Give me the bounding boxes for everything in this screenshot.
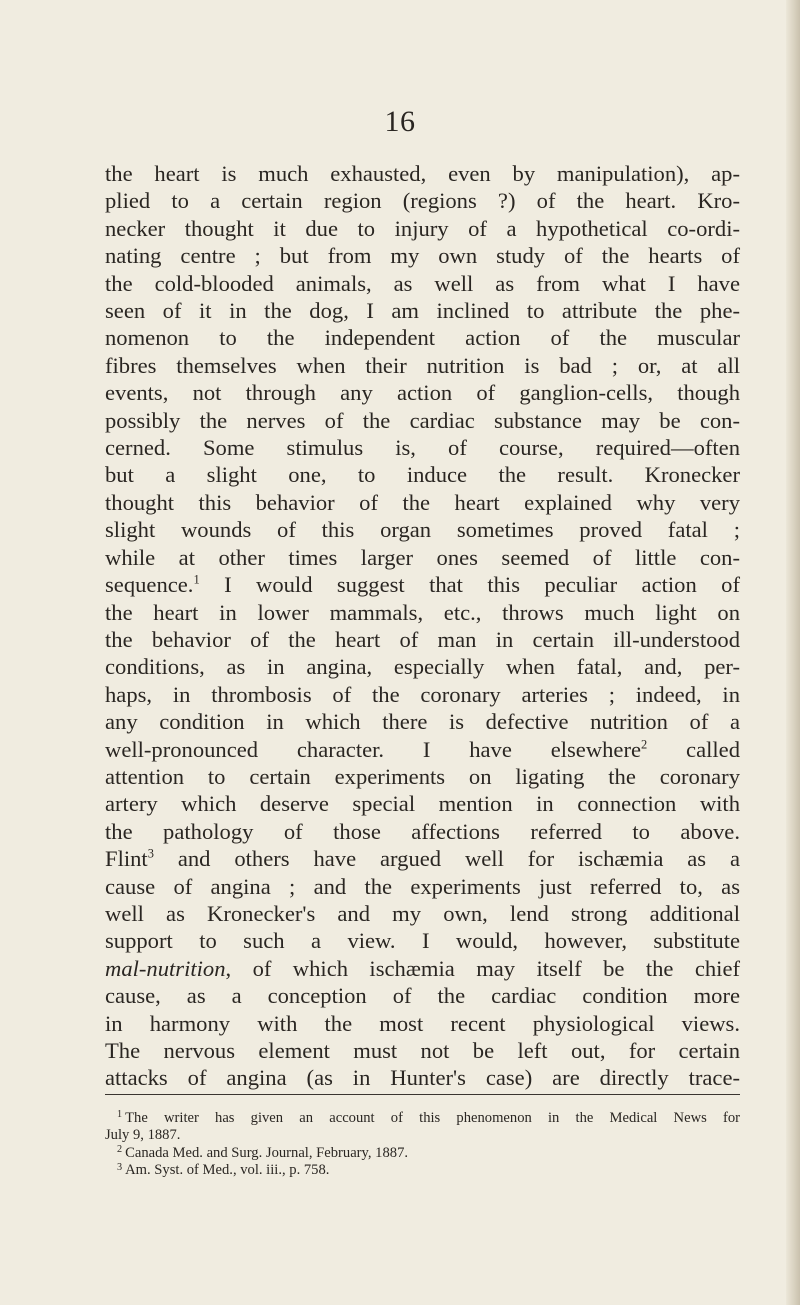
- text-line: possibly the nerves of the cardiac substance may be con-: [105, 407, 740, 433]
- text-line: the heart is much exhausted, even by manipulation), ap-: [105, 161, 740, 186]
- text-line: the cold-blooded animals, as well as from what I have: [105, 270, 740, 296]
- text-line: well as Kronecker's and my own, lend strong additional: [105, 900, 740, 926]
- text-line: artery which deserve special mention in connection with: [105, 791, 740, 817]
- footnote-ref: 2: [641, 736, 648, 751]
- text-line: any condition in which there is defective nutrition of a: [105, 709, 740, 735]
- text-segment: well-pronounced character. I have elsewhere: [105, 736, 642, 762]
- text-line: attention to certain experiments on ligating the coronary: [105, 763, 740, 789]
- text-line: [105, 955, 740, 982]
- text-segment: Flint: [105, 846, 148, 872]
- footnote-marker: 2: [117, 1144, 123, 1156]
- footnote-3: [105, 1162, 740, 1179]
- text-line: nomenon to the independent action of the muscular: [105, 325, 740, 351]
- text-line: haps, in thrombosis of the coronary arteries ; indeed, in: [105, 681, 740, 707]
- footnote-1-continued: July 9, 1887.: [105, 1127, 181, 1144]
- text-line: attacks of angina (as in Hunter's case) are directly trace-: [105, 1065, 740, 1091]
- text-segment: called: [647, 736, 740, 762]
- text-segment: and others have argued well for ischæmia as a: [153, 846, 740, 872]
- text-line: in harmony with the most recent physiological views.: [105, 1010, 740, 1036]
- text-line: the pathology of those affections referred to above.: [105, 818, 740, 844]
- footnote-divider: [105, 1094, 740, 1095]
- text-line: [105, 845, 740, 872]
- text-line: [105, 736, 740, 763]
- text-line: the heart in lower mammals, etc., throws much light on: [105, 599, 740, 625]
- text-line: conditions, as in angina, especially when fatal, and, per-: [105, 654, 740, 680]
- text-segment: , of which ischæmia may itself be the chief: [225, 955, 740, 981]
- text-line: The nervous element must not be left out, for certain: [105, 1038, 740, 1063]
- footnote-marker: 3: [117, 1161, 123, 1173]
- footnote-marker: 1: [117, 1109, 123, 1121]
- footnote-text: Canada Med. and Surg. Journal, February, 1887.: [125, 1144, 409, 1161]
- footnote-text: Am. Syst. of Med., vol. iii., p. 758.: [125, 1162, 330, 1179]
- italic-term: mal-nutrition: [105, 955, 226, 981]
- text-line: nating centre ; but from my own study of the hearts of: [105, 243, 740, 269]
- text-segment: I would suggest that this peculiar action of: [199, 572, 740, 598]
- footnote-ref: 3: [147, 846, 154, 861]
- footnote-1: [105, 1110, 740, 1127]
- footnote-text: The writer has given an account of this phenomenon in the Medical News for: [125, 1110, 740, 1126]
- text-segment: sequence.: [105, 572, 194, 598]
- text-line: [105, 571, 740, 598]
- text-line: thought this behavior of the heart explained why very: [105, 489, 740, 515]
- footnote-ref: 1: [193, 572, 200, 587]
- text-line: slight wounds of this organ sometimes proved fatal ;: [105, 517, 740, 543]
- text-line: the behavior of the heart of man in certain ill-understood: [105, 626, 740, 652]
- text-line: fibres themselves when their nutrition is bad ; or, at all: [105, 352, 740, 378]
- text-line: plied to a certain region (regions ?) of the heart. Kro-: [105, 188, 740, 214]
- text-line: while at other times larger ones seemed of little con-: [105, 544, 740, 570]
- text-line: events, not through any action of ganglion-cells, though: [105, 380, 740, 406]
- text-line: cerned. Some stimulus is, of course, required—often: [105, 435, 740, 461]
- page-number: 16: [384, 105, 416, 138]
- text-line: support to such a view. I would, however, substitute: [105, 928, 740, 954]
- text-line: necker thought it due to injury of a hypothetical co-ordi-: [105, 215, 740, 241]
- text-line: seen of it in the dog, I am inclined to attribute the phe-: [105, 298, 740, 324]
- footnote-2: [105, 1145, 740, 1162]
- footnotes: [105, 1110, 740, 1180]
- page-edge-shadow: [786, 0, 800, 1305]
- text-line: cause of angina ; and the experiments just referred to, as: [105, 873, 740, 899]
- body-text: [105, 160, 740, 1092]
- text-line: cause, as a conception of the cardiac condition more: [105, 983, 740, 1009]
- text-line: but a slight one, to induce the result. Kronecker: [105, 462, 740, 488]
